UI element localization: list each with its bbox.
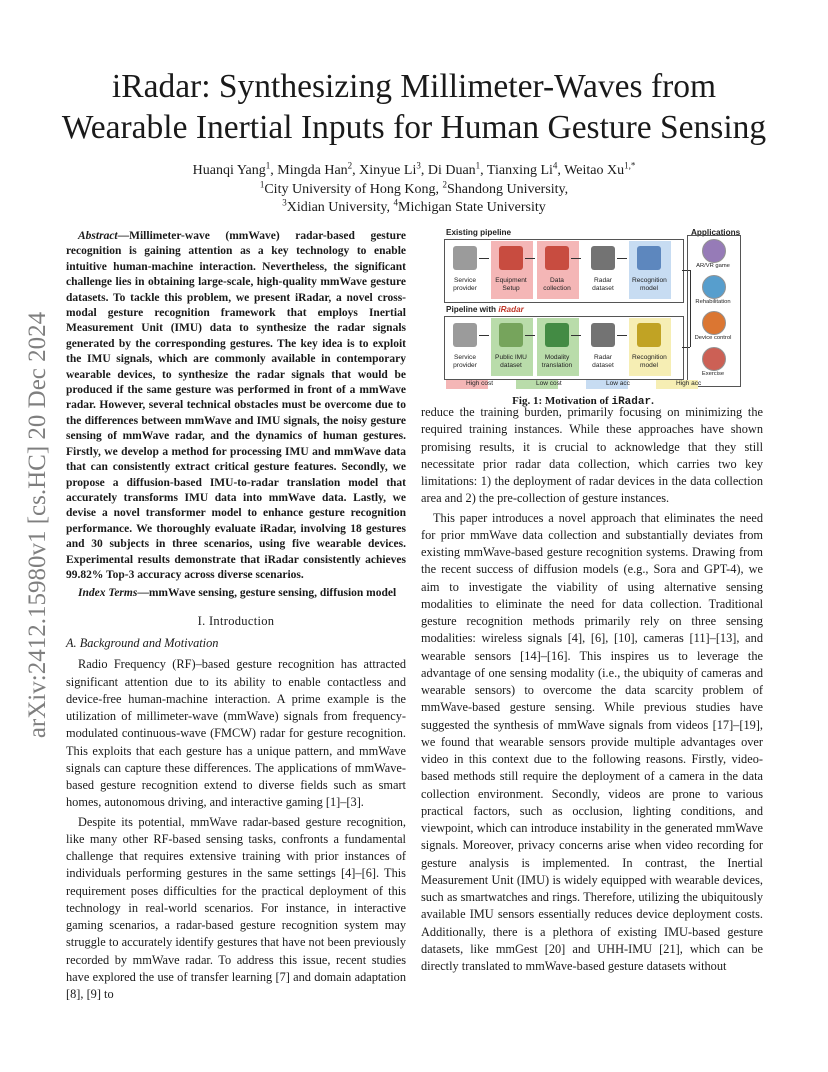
- title-line-1: iRadar: Synthesizing Millimeter-Waves from: [111, 68, 717, 105]
- application-label: Exercise: [701, 371, 725, 377]
- index-terms-dash: —: [137, 587, 149, 600]
- intro-paragraph-2: Despite its potential, mmWave radar-based gesture recognition, like many other RF-based sensing tasks, confronts a fundamental challenge that requires extensive training with prior instances of individuals performing gestures in the same settings [4]–[6]. This requirement poses difficulties for the practical deployment of this technology in real-world scenarios. For instance, in interactive gaming scenarios, a radar-based gesture recognition system may struggle to accurately identify gestures that have not been previously recorded by mmWave radar. To address this issue, recent studies have explored the use of transfer learning [7] and domain adaptation [8], [9] to: [66, 814, 406, 1001]
- iradar-stage-arrow: [525, 335, 535, 336]
- iradar-stage-icon: [453, 323, 477, 347]
- abstract-label: Abstract: [78, 230, 118, 242]
- application-icon: [702, 239, 726, 263]
- existing-stage-arrow: [617, 258, 627, 259]
- application-icon: [702, 347, 726, 371]
- iradar-stage-icon: [591, 323, 615, 347]
- left-column: [66, 229, 406, 1003]
- author-name: Mingda Han: [277, 163, 348, 178]
- author-name: Tianxing Li: [486, 163, 553, 178]
- caption-suffix: .: [651, 395, 654, 407]
- author-affiliation-mark: 1: [475, 160, 481, 171]
- index-terms-text: mmWave sensing, gesture sensing, diffusion model: [148, 587, 397, 600]
- existing-stage-arrow: [571, 258, 581, 259]
- existing-stage-icon: [453, 246, 477, 270]
- existing-stage-arrow: [525, 258, 535, 259]
- author-affiliation-mark: 2: [347, 160, 353, 171]
- caption-name: iRadar: [611, 396, 652, 408]
- subsection-heading: A. Background and Motivation: [66, 636, 219, 650]
- affiliation-name: Michigan State University: [398, 200, 546, 215]
- legend-label: Low cost: [536, 380, 562, 387]
- author-name: Weitao Xu: [564, 163, 625, 178]
- abstract-dash: —: [117, 230, 130, 242]
- author-name: Xinyue Li: [359, 163, 417, 178]
- arxiv-identifier: arXiv:2412.15980v1 [cs.HC] 20 Dec 2024: [24, 311, 51, 739]
- author-affiliation-mark: 1,*: [624, 160, 636, 171]
- legend-label: High acc: [676, 380, 702, 387]
- abstract-text: Millimeter-wave (mmWave) radar-based gesture recognition is gaining attention as a key technology to enable intuitive human-machine interaction. Nevertheless, the significant challenge lies in obtaining large-scale, high-quality mmWave gesture datasets. To tackle this problem, we present iRadar, a novel cross-modal gesture recognition framework that employs Inertial Measurement Unit (IMU) data to synthesize the radar signals generated by the corresponding gestures. The key idea is to exploit the IMU signals, which are commonly available in contemporary wearable devices, to synthesize the radar signals that would be produced if the same gesture was performed in front of a mmWave radar. However, several technical obstacles must be overcome due to the differences between mmWave and IMU signals, the noisy gesture sensing of mmWave radar, and the dynamics of human gestures. Firstly, we develop a method for processing IMU and mmWave data that can consistently extract critical gesture features. Secondly, we propose a diffusion-based IMU-to-radar translation model that accurately transforms IMU data into mmWave data. Lastly, we devise a novel transformer model to enhance gesture recognition performance. We thoroughly evaluate iRadar, involving 18 gestures and 30 subjects in three scenarios, using five wearable devices. Experimental results demonstrate that iRadar consistently achieves 99.82% Top-3 accuracy across diverse scenarios.: [66, 230, 406, 581]
- author-list: Huanqi Yang$^1$, Mingda Han$^2$, Xinyue Li$^3$, Di Duan$^1$, Tianxing Li$^4$, Weitao $Xu^{1,*}$: [192, 160, 636, 178]
- affiliation-mark: 4: [393, 197, 399, 208]
- author-name: Di Duan: [427, 163, 476, 178]
- title-line-2: Wearable Inertial Inputs for Human Gesture Sensing: [61, 109, 767, 146]
- index-terms: [66, 586, 406, 601]
- index-terms-label: Index Terms: [78, 587, 138, 600]
- existing-stage-label: Service provider: [453, 277, 477, 292]
- affiliation-name: Xidian University,: [286, 200, 394, 215]
- iradar-stage-icon: [637, 323, 661, 347]
- intro-paragraph-1: Radio Frequency (RF)–based gesture recognition has attracted significant attention due to its ability to enable contactless and device-free human-machine interaction. A prime example is the utilization of millimeter-wave (mmWave) signals from frequency-modulated continuous-wave (FMCW) radar for gesture recognition. This exploits that each gesture has a unique pattern, and mmWave signals can capture these differences. The applications of mmWave-based gesture recognition extend to diverse fields such as smart homes, autonomous driving, and interactive gaming [1]–[3].: [66, 657, 406, 810]
- iradar-label-name: iRadar: [498, 305, 524, 314]
- author-affiliation-mark: 4: [552, 160, 558, 171]
- existing-stage-arrow: [479, 258, 489, 259]
- author-affiliation-mark: 3: [416, 160, 421, 171]
- existing-stage-label: Radar dataset: [592, 277, 614, 292]
- iradar-stage-label: Recognition model: [632, 354, 667, 369]
- legend-label: High cost: [466, 380, 494, 387]
- existing-pipeline-label: Existing pipeline: [446, 228, 512, 237]
- iradar-pipeline-label: [446, 305, 524, 314]
- section-heading: I. Introduction: [197, 613, 275, 628]
- application-label: Device control: [694, 335, 732, 341]
- applications-label: Applications: [691, 228, 741, 237]
- paper-title: [40, 66, 788, 148]
- iradar-label-prefix: Pipeline with: [446, 305, 499, 314]
- iradar-stage-label: Service provider: [453, 354, 477, 369]
- author-name: Huanqi Yang: [192, 163, 266, 178]
- iradar-stage-label: Radar dataset: [592, 354, 614, 369]
- affiliations-line-1: [40, 181, 788, 198]
- affiliation-mark: 2: [442, 179, 447, 190]
- affiliation-name: Shandong University,: [446, 182, 569, 197]
- affiliation-mark: 3: [282, 197, 287, 208]
- application-label: AR/VR game: [696, 263, 730, 269]
- existing-stage-icon: [591, 246, 615, 270]
- existing-stage-icon: [545, 246, 569, 270]
- abstract: [66, 229, 406, 583]
- author-affiliation-mark: 1: [265, 160, 271, 171]
- iradar-stage-arrow: [617, 335, 627, 336]
- affiliation-name: City University of Hong Kong,: [264, 182, 443, 197]
- right-column: [421, 404, 763, 975]
- iradar-stage-label: Modality translation: [541, 354, 573, 369]
- affiliations-line-2: [40, 199, 788, 216]
- iradar-stage-label: Public IMU dataset: [495, 354, 527, 369]
- iradar-stage-icon: [499, 323, 523, 347]
- iradar-stage-arrow: [571, 335, 581, 336]
- caption-prefix: Fig. 1: Motivation of: [512, 395, 612, 407]
- existing-stage-label: Recognition model: [632, 277, 667, 292]
- application-icon: [702, 275, 726, 299]
- application-icon: [702, 311, 726, 335]
- right-paragraph-1: reduce the training burden, primarily focusing on minimizing the required training instances. While these approaches have shown promising results, it is crucial to acknowledge that they still necessitate prior radar data collection, which carries two key limitations: 1) the deployment of radar devices in the data collection area and 2) the pre-collection of gesture instances.: [421, 405, 763, 506]
- application-label: Rehabilitation: [695, 299, 731, 305]
- existing-stage-icon: [637, 246, 661, 270]
- iradar-stage-arrow: [479, 335, 489, 336]
- legend-label: Low acc: [606, 380, 630, 387]
- existing-stage-label: Equipment Setup: [495, 277, 527, 292]
- existing-stage-label: Data collection: [543, 277, 571, 292]
- right-paragraph-2: This paper introduces a novel approach that eliminates the need for prior mmWave data collection and substantially deviates from existing mmWave-based gesture recognition systems. Drawing from the recent success of diffusion models (e.g., Sora and GPT-4), we aim to investigate the viability of using alternative sensing modalities to eliminate the need for data collection. Traditional gesture recognition methods primarily rely on three sensing modalities: wireless signals [4], [6], [10], cameras [11]–[13], and wearable sensors [14]–[16]. This inspires us to leverage the advantage of one sensing modality (i.e., the ubiquity of cameras and wearable sensors) to overcome the data scarcity problem of mmWave-based gesture sensing. While previous studies have suggested the synthesis of mmWave signals from videos [17]–[19], we found that wearable sensors provide multiple advantages over video in this context due to the following reasons. Firstly, video-based methods still require the deployment of a camera in the data collection environment. Secondly, videos are prone to various practical factors, such as occlusion, lighting conditions, and viewpoint, which can introduce instability in the generated mmWave signals. Moreover, privacy concerns arise when video recording for gesture analysis is implemented. In contrast, the Inertial Measurement Unit (IMU) is widely equipped with wearable devices, such as smartwatches and rings. Therefore, utilizing the ubiquitously available IMU sensors essentially reduces device deployment costs. Additionally, there is a plethora of existing IMU-based gesture datasets, like mmGest [20] and UHH-IMU [21], which can be directly translated to mmWave-based gesture datasets without: [421, 510, 763, 973]
- figure-1: [418, 227, 748, 397]
- existing-stage-icon: [499, 246, 523, 270]
- affiliation-mark: 1: [259, 179, 265, 190]
- iradar-stage-icon: [545, 323, 569, 347]
